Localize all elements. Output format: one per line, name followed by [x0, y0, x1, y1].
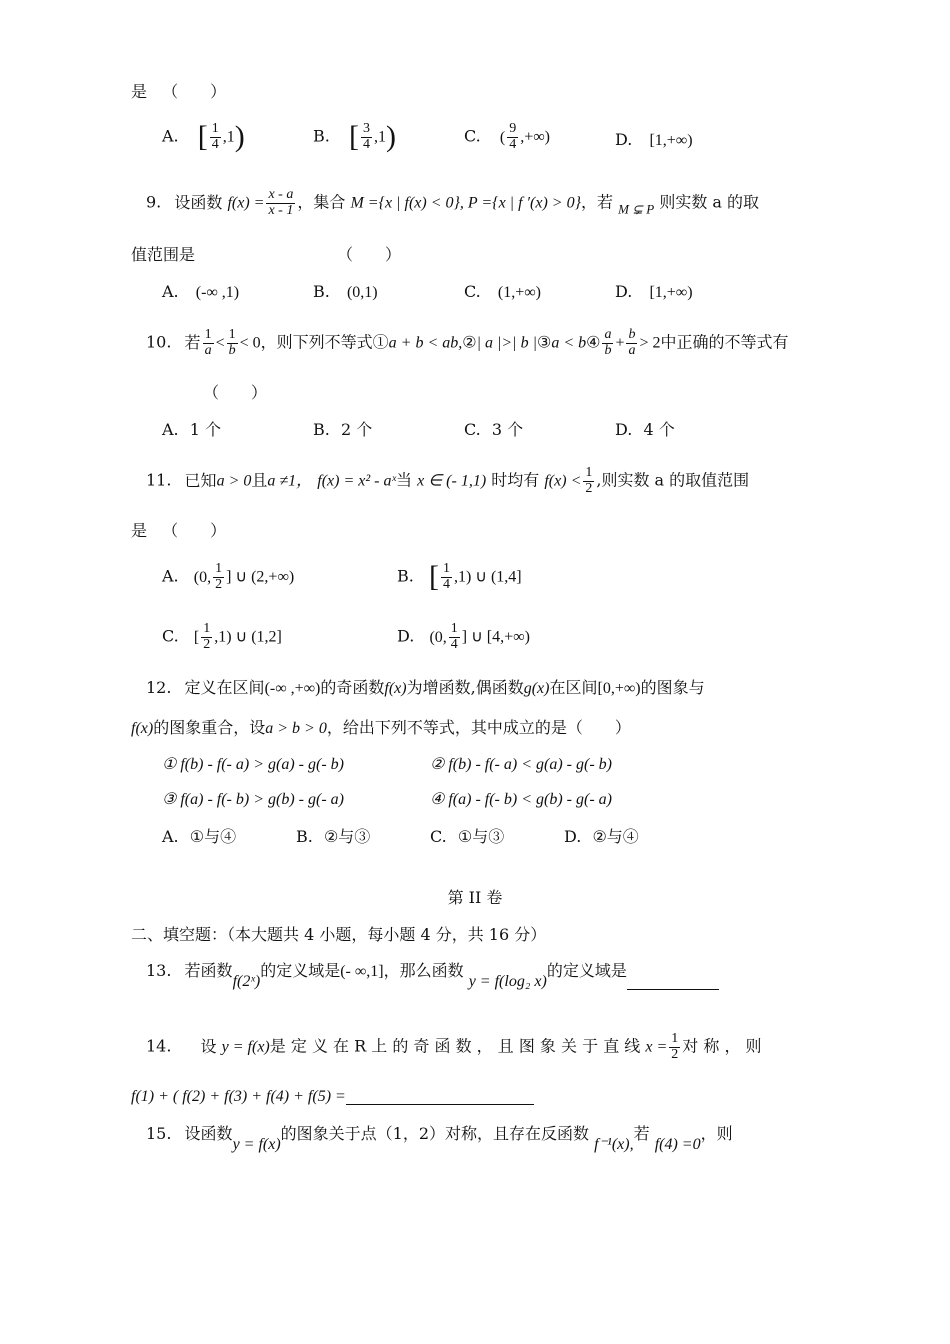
- q8-option-d: [615, 132, 693, 149]
- stem-text: 中正确的不等式有: [660, 332, 789, 352]
- q12-option-a: [162, 829, 236, 845]
- q8-option-c: [464, 122, 550, 152]
- q10-option-a: [162, 422, 221, 438]
- q12-stem: [146, 680, 705, 697]
- option-label: B.: [296, 827, 313, 846]
- stem-text: 的奇函数: [320, 678, 385, 697]
- q12-option-d: [564, 829, 639, 845]
- frac-num: 9: [509, 121, 517, 136]
- answer-blank[interactable]: [346, 1104, 534, 1105]
- option-label: A.: [162, 420, 179, 439]
- option-text: ,1) ∪ (1,4]: [453, 568, 522, 586]
- option-text: ] ∪ (2,+∞): [226, 568, 295, 586]
- answer-blank[interactable]: [627, 989, 719, 990]
- math-fx: f(x): [131, 720, 154, 737]
- q8-option-a: A. [ $\frac{1}{4}$ ,1): [162, 120, 245, 154]
- stem-text: 的图象关于点（1，2）对称，且存在反函数: [280, 1124, 590, 1143]
- stem-text: 的定义域是: [260, 961, 341, 980]
- frac-den: 2: [203, 636, 211, 652]
- stem-text: 若: [633, 1124, 650, 1143]
- frac-num: 1: [203, 621, 211, 636]
- q14-stem-line2: [131, 1088, 534, 1105]
- stem-text: 定义在区间: [184, 678, 265, 697]
- q9-paren: （ ）: [337, 245, 402, 264]
- q11-option-c: [162, 622, 282, 652]
- math-sets: M ={x | f(x) < 0}, P ={x | f ′(x) > 0}: [350, 194, 581, 212]
- option-label: D.: [615, 420, 633, 439]
- math-f1: f(2ˣ): [232, 973, 261, 990]
- math-x: x =: [645, 1038, 668, 1056]
- q9-stem-line2: [131, 245, 402, 264]
- question-number: 9.: [146, 192, 162, 212]
- circle-4: ④: [586, 332, 601, 352]
- frac-den: 2: [215, 576, 223, 592]
- option-text: [: [193, 628, 200, 646]
- q11-option-d: [397, 622, 530, 652]
- q12-option-c: [430, 829, 504, 845]
- math-fx: f(x) =: [227, 194, 265, 212]
- q9-option-a: [162, 284, 239, 301]
- stem-text: ，那么函数: [383, 961, 464, 980]
- frac-num: 1: [215, 561, 223, 576]
- option-text: (: [499, 128, 506, 146]
- option-text: ②与③: [323, 827, 371, 846]
- q11-paren: （ ）: [162, 521, 227, 540]
- stem-text: ，则: [700, 1124, 733, 1143]
- q8-stem-text: 是: [131, 82, 148, 101]
- option-label: D.: [615, 130, 633, 149]
- stem-text: ，若: [580, 192, 613, 212]
- question-number: 12.: [146, 678, 172, 697]
- option-text: (0,: [429, 628, 447, 646]
- q13-stem: [146, 963, 719, 990]
- option-label: D.: [615, 282, 633, 301]
- math-a0: a > 0: [216, 472, 252, 490]
- circle-2: ②: [462, 332, 477, 352]
- stem-text: 对 称 ， 则: [682, 1036, 762, 1056]
- question-number: 10.: [146, 332, 172, 352]
- stem-text: 的图象与: [640, 678, 705, 697]
- math-finv: f⁻¹(x),: [594, 1136, 634, 1153]
- option-label: B.: [313, 126, 330, 146]
- option-label: B.: [313, 282, 330, 301]
- q9-option-b: [313, 284, 378, 301]
- option-text: ②与④: [592, 827, 639, 846]
- math-f4: f(4) =0: [654, 1136, 701, 1153]
- stem-text: 则实数 a 的取: [659, 192, 760, 212]
- stem-text: 为增函数,偶函数: [406, 678, 524, 697]
- option-label: B.: [397, 566, 414, 586]
- option-text: ①与③: [457, 827, 505, 846]
- option-text: ①与④: [189, 827, 237, 846]
- stem-text: 是: [131, 521, 148, 540]
- circle-3: ③: [536, 332, 552, 352]
- frac-num: 1: [211, 121, 219, 136]
- question-number: 13.: [146, 961, 172, 980]
- q15-stem: [146, 1126, 733, 1153]
- q12-option-b: [296, 829, 370, 845]
- q11-option-b: B. [ $\frac{1}{4}$ ,1) ∪ (1,4]: [397, 560, 522, 594]
- q8-option-b: B. [ $\frac{3}{4}$ ,1): [313, 120, 396, 154]
- option-text: ,+∞): [520, 128, 550, 146]
- q10-option-c: [464, 422, 523, 438]
- section-heading: 二、填空题：（本大题共 4 小题，每小题 4 分，共 16 分）: [131, 925, 547, 944]
- option-text: 4 个: [643, 420, 675, 439]
- option-text: 1 个: [189, 420, 222, 439]
- option-label: A.: [162, 827, 179, 846]
- math-f2: y = f(log₂ x): [468, 973, 547, 990]
- option-text: 2 个: [340, 420, 373, 439]
- option-text: 3 个: [491, 420, 524, 439]
- stem-text: 设: [200, 1036, 217, 1056]
- option-label: C.: [430, 827, 447, 846]
- option-label: A.: [162, 126, 179, 146]
- frac-num: 3: [362, 121, 370, 136]
- math-f: y = f(x): [221, 1038, 270, 1056]
- question-number: 15.: [146, 1124, 172, 1143]
- q12-statement-2: ② f(b) - f(- a) < g(a) - g(- b): [430, 756, 612, 773]
- q12-statement-1: ① f(b) - f(- a) > g(a) - g(- b): [162, 756, 344, 773]
- stem-text: 已知: [184, 470, 217, 490]
- math-gx: g(x): [523, 680, 550, 697]
- math-subset: M ⊊ P: [618, 201, 655, 217]
- frac-num: x - a: [268, 187, 294, 202]
- math-ineq1: a + b < ab,: [388, 334, 463, 352]
- math-ineq3: a < b: [551, 334, 587, 352]
- math-ineq: f(x) <: [544, 472, 582, 490]
- q12-statement-3: ③ f(a) - f(- b) > g(b) - g(- a): [162, 791, 344, 808]
- option-label: C.: [464, 126, 481, 146]
- stem-text: ，集合: [297, 192, 346, 212]
- q12-stem-line2: [131, 720, 631, 737]
- option-label: A.: [162, 282, 179, 301]
- math-fx: f(x) = x² - aˣ: [317, 472, 397, 490]
- q9-option-c: [464, 284, 541, 301]
- math-fx: f(x): [384, 680, 407, 697]
- option-label: C.: [464, 420, 481, 439]
- q10-option-d: [615, 422, 675, 438]
- option-text: (0,1): [346, 284, 378, 301]
- option-text: ,1: [373, 128, 386, 146]
- q11-stem: 11. 已知a > 0且a ≠1， f(x) = x² - aˣ当 x ∈ (- 1,1) 时均有 f(x) < $\frac{1}{2}$ ,则实数 a 的取值范围: [146, 465, 750, 496]
- math-ineq2: | a |>| b |: [476, 334, 537, 352]
- math-domain: (- ∞,1]: [340, 963, 384, 980]
- math-interval: [0,+∞): [597, 680, 641, 697]
- frac-num: 1: [450, 621, 458, 636]
- q11-option-a: [162, 562, 294, 592]
- question-number: 14.: [146, 1036, 172, 1056]
- stem-text: ,则实数 a 的取值范围: [596, 470, 750, 490]
- math-f: y = f(x): [232, 1136, 281, 1153]
- q8-paren: （ ）: [162, 82, 227, 101]
- stem-text: 值范围是: [131, 245, 196, 264]
- math-a1: a ≠1，: [267, 472, 313, 490]
- stem-text: 时均有: [491, 470, 540, 490]
- option-text: [1,+∞): [649, 284, 693, 301]
- frac-den: 4: [442, 576, 450, 592]
- stem-text: 设函数: [184, 1124, 233, 1143]
- part-title: 第 II 卷: [447, 888, 503, 907]
- option-text: [1,+∞): [649, 132, 693, 149]
- stem-text: 且: [251, 470, 268, 490]
- option-text: (0,: [193, 568, 212, 586]
- math-interval: (-∞ ,+∞): [264, 680, 321, 697]
- option-label: B.: [313, 420, 330, 439]
- option-text: ,1: [222, 128, 235, 146]
- option-label: C.: [464, 282, 481, 301]
- option-label: D.: [564, 827, 582, 846]
- stem-text: 是 定 义 在 R 上 的 奇 函 数 ， 且 图 象 关 于 直 线: [269, 1036, 641, 1056]
- frac-den: x - 1: [268, 202, 294, 218]
- stem-text: 若函数: [184, 961, 233, 980]
- option-text: ] ∪ [4,+∞): [461, 628, 530, 646]
- frac-den: 4: [509, 136, 517, 152]
- q14-stem: 14. 设 y = f(x)是 定 义 在 R 上 的 奇 函 数 ， 且 图 象 关 于 直 线 x = $\frac{1}{2}$ 对 称 ， 则: [146, 1031, 762, 1062]
- stem-text: 的图象重合，设: [153, 718, 266, 737]
- question-number: 11.: [146, 470, 172, 490]
- math-domain: x ∈ (- 1,1): [417, 472, 487, 490]
- math-ineq4: > 2: [639, 334, 661, 352]
- stem-text: 在区间: [549, 678, 598, 697]
- math-sum: f(1) + ( f(2) + f(3) + f(4) + f(5) =: [131, 1088, 346, 1105]
- frac-den: 4: [450, 636, 458, 652]
- stem-text: 的定义域是: [546, 961, 627, 980]
- q12-statement-4: ④ f(a) - f(- b) < g(b) - g(- a): [430, 791, 612, 808]
- q8-stem-tail: [131, 84, 226, 100]
- q9-stem: [146, 188, 759, 218]
- option-label: C.: [162, 626, 179, 646]
- q9-option-d: [615, 284, 693, 301]
- option-text: (1,+∞): [497, 284, 541, 301]
- math-ab: a > b > 0: [265, 720, 327, 737]
- stem-text: ，给出下列不等式，其中成立的是（ ）: [326, 718, 631, 737]
- option-text: (-∞ ,1): [195, 284, 240, 301]
- option-label: D.: [397, 626, 415, 646]
- frac-den: 4: [362, 136, 370, 152]
- q10-paren: （ ）: [203, 383, 268, 402]
- math-cond: < 0: [239, 334, 261, 352]
- option-text: ,1) ∪ (1,2]: [214, 628, 282, 646]
- stem-text: ，则下列不等式①: [260, 332, 389, 352]
- frac-den: 4: [211, 136, 219, 152]
- q10-option-b: [313, 422, 372, 438]
- q11-stem-line2: [131, 523, 226, 539]
- stem-text: 设函数: [174, 192, 223, 212]
- q10-stem: 10. 若 $\frac{1}{a}$ < $\frac{1}{b}$ < 0，则下列不等式①a + b < ab,②| a |>| b |③a < b④ $\frac{a}{b}$ + $\frac{b}{a}$ > 2中正确的不等式有: [146, 327, 789, 358]
- stem-text: 若: [184, 332, 201, 352]
- frac-num: 1: [442, 561, 450, 576]
- option-label: A.: [162, 566, 179, 586]
- stem-text: 当: [396, 470, 413, 490]
